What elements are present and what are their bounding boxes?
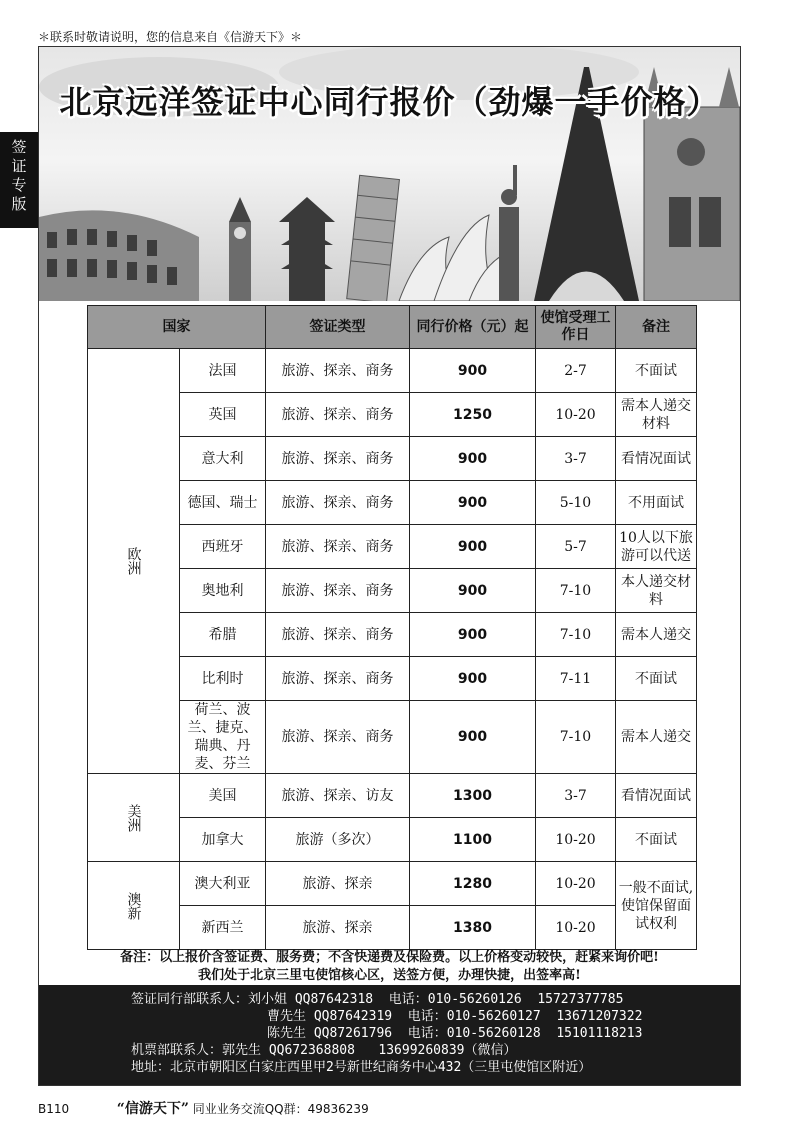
cell-days: 5-10: [536, 481, 616, 525]
contact-line: 机票部联系人：郭先生 QQ672368808 13699260839（微信）: [131, 1043, 517, 1058]
cell-type: 旅游、探亲: [266, 906, 410, 950]
cell-remark: 看情况面试: [616, 774, 697, 818]
cell-days: 7-11: [536, 657, 616, 701]
header-remark: 备注: [616, 306, 697, 349]
cell-country: 希腊: [180, 613, 266, 657]
region-america: 美洲: [88, 774, 180, 862]
cell-type: 旅游、探亲、商务: [266, 393, 410, 437]
cell-days: 2-7: [536, 349, 616, 393]
cell-type: 旅游（多次）: [266, 818, 410, 862]
cell-price: 900: [410, 569, 536, 613]
cell-days: 7-10: [536, 569, 616, 613]
table-row: [88, 613, 697, 657]
cell-remark: 本人递交材料: [616, 569, 697, 613]
cell-country: 英国: [180, 393, 266, 437]
contact-line: 曹先生 QQ87642319 电话：010-56260127 13671207322: [267, 1009, 643, 1024]
header-visa-type: 签证类型: [266, 306, 410, 349]
side-tab-char: 签: [11, 138, 27, 156]
cell-type: 旅游、探亲、商务: [266, 569, 410, 613]
cell-remark: 不面试: [616, 349, 697, 393]
cell-remark: 需本人递交材料: [616, 393, 697, 437]
cell-remark: 一般不面试,使馆保留面试权利: [616, 862, 697, 950]
region-oceania: 澳新: [88, 862, 180, 950]
notes: [39, 949, 740, 985]
region-europe: 欧洲: [88, 349, 180, 774]
notes-line2: 我们处于北京三里屯使馆核心区，送签方便，办理快捷，出签率高!: [198, 968, 581, 983]
cell-type: 旅游、探亲、商务: [266, 349, 410, 393]
cell-country: 奥地利: [180, 569, 266, 613]
table-row: [88, 862, 697, 906]
cell-country: 澳大利亚: [180, 862, 266, 906]
notes-line1: 备注：以上报价含签证费、服务费；不含快递费及保险费。以上价格变动较快，赶紧来询价吧!: [120, 950, 659, 965]
cell-type: 旅游、探亲、商务: [266, 613, 410, 657]
contact-line: 陈先生 QQ87261796 电话：010-56260128 15101118213: [267, 1026, 643, 1041]
price-table: [87, 305, 697, 950]
header-price: 同行价格（元）起: [410, 306, 536, 349]
cell-price: 900: [410, 481, 536, 525]
cell-days: 10-20: [536, 906, 616, 950]
cell-country: 西班牙: [180, 525, 266, 569]
cell-country: 法国: [180, 349, 266, 393]
contact-address: 地址：北京市朝阳区白家庄西里甲2号新世纪商务中心432（三里屯使馆区附近）: [131, 1060, 592, 1075]
cell-remark: 需本人递交: [616, 613, 697, 657]
header-days: 使馆受理工作日: [536, 306, 616, 349]
side-tab-char: 版: [11, 195, 27, 213]
cell-price: 1250: [410, 393, 536, 437]
contact-panel: [39, 985, 740, 1085]
table-row: [88, 481, 697, 525]
cell-country: 德国、瑞士: [180, 481, 266, 525]
cell-remark: 不面试: [616, 818, 697, 862]
table-row: [88, 906, 697, 950]
cell-country: 加拿大: [180, 818, 266, 862]
cell-price: 1380: [410, 906, 536, 950]
cell-days: 3-7: [536, 437, 616, 481]
cell-country: 荷兰、波兰、捷克、瑞典、丹麦、芬兰: [180, 701, 266, 774]
banner: [39, 47, 740, 301]
table-row: [88, 774, 697, 818]
table-row: [88, 569, 697, 613]
table-row: [88, 525, 697, 569]
cell-type: 旅游、探亲、访友: [266, 774, 410, 818]
cell-price: 1300: [410, 774, 536, 818]
cell-days: 10-20: [536, 393, 616, 437]
cell-type: 旅游、探亲、商务: [266, 701, 410, 774]
cell-type: 旅游、探亲、商务: [266, 525, 410, 569]
cell-days: 7-10: [536, 701, 616, 774]
table-row: [88, 701, 697, 774]
table-row: [88, 437, 697, 481]
cell-country: 新西兰: [180, 906, 266, 950]
cell-remark: 10人以下旅游可以代送: [616, 525, 697, 569]
cell-price: 900: [410, 437, 536, 481]
cell-price: 1100: [410, 818, 536, 862]
cell-price: 1280: [410, 862, 536, 906]
cell-type: 旅游、探亲、商务: [266, 657, 410, 701]
cell-days: 7-10: [536, 613, 616, 657]
cell-remark: 看情况面试: [616, 437, 697, 481]
cell-price: 900: [410, 657, 536, 701]
cell-price: 900: [410, 701, 536, 774]
table-row: [88, 818, 697, 862]
table-row: [88, 393, 697, 437]
cell-country: 比利时: [180, 657, 266, 701]
table-row: [88, 657, 697, 701]
cell-country: 美国: [180, 774, 266, 818]
side-tab-char: 证: [11, 157, 27, 175]
side-tab-char: 专: [11, 176, 27, 194]
cell-remark: 需本人递交: [616, 701, 697, 774]
table-row: [88, 349, 697, 393]
cell-remark: 不面试: [616, 657, 697, 701]
contact-line: 签证同行部联系人：刘小姐 QQ87642318 电话：010-56260126 15727377785: [131, 992, 624, 1007]
side-tab-visa-edition: [0, 132, 38, 228]
header-country: 国家: [88, 306, 266, 349]
top-note: ＊联系时敬请说明，您的信息来自《信游天下》＊: [38, 30, 303, 44]
cell-country: 意大利: [180, 437, 266, 481]
cell-price: 900: [410, 525, 536, 569]
cell-price: 900: [410, 349, 536, 393]
cell-type: 旅游、探亲: [266, 862, 410, 906]
cell-days: 3-7: [536, 774, 616, 818]
cell-remark: 不用面试: [616, 481, 697, 525]
page-frame: [38, 46, 741, 1086]
footer: [38, 1098, 369, 1118]
banner-title: 北京远洋签证中心同行报价（劲爆一手价格）: [59, 83, 720, 121]
cell-price: 900: [410, 613, 536, 657]
page-number: B110: [38, 1102, 70, 1116]
cell-days: 5-7: [536, 525, 616, 569]
table-header-row: [88, 306, 697, 349]
footer-brand: “信游天下”: [116, 1101, 189, 1117]
cell-days: 10-20: [536, 818, 616, 862]
cell-days: 10-20: [536, 862, 616, 906]
footer-qq-group: 同业业务交流QQ群：49836239: [192, 1102, 369, 1116]
cell-type: 旅游、探亲、商务: [266, 481, 410, 525]
cell-type: 旅游、探亲、商务: [266, 437, 410, 481]
